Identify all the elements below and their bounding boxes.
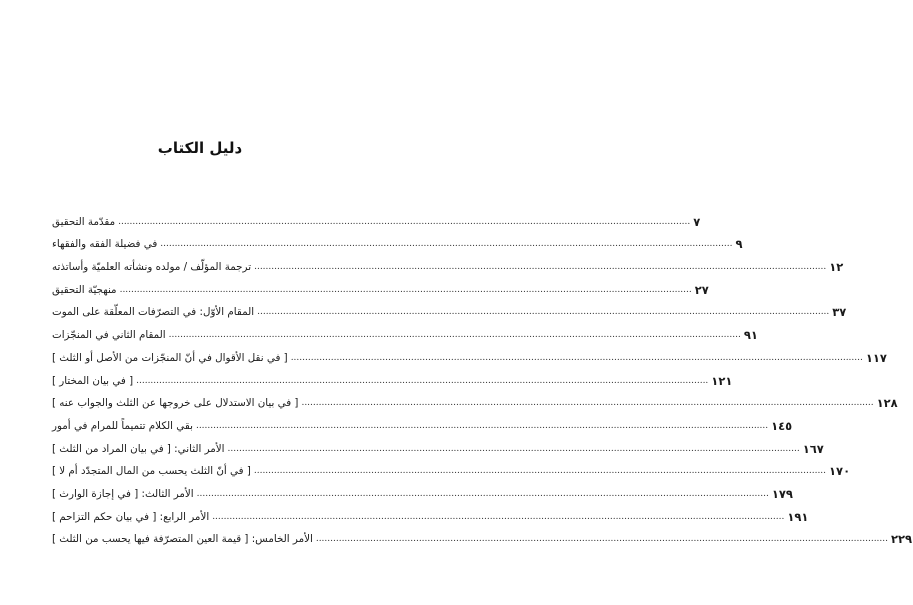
- toc-entry-page-number: ١٧٠: [829, 464, 851, 479]
- toc-entry-title: بقي الكلام تتميماً للمرام في أمور: [52, 419, 193, 432]
- dot-leader: ........................................................................................................................................................................................................: [254, 262, 827, 273]
- table-of-contents: [52, 208, 913, 548]
- toc-entry-title: ترجمة المؤلّف / مولده ونشأته العلميّة وأساتذته: [52, 261, 252, 274]
- toc-entry-title: مقدّمة التحقيق: [52, 215, 116, 228]
- toc-entry-page-number: ٣٧: [832, 305, 847, 320]
- dot-leader: ........................................................................................................................................................................................................: [253, 466, 827, 477]
- toc-entry-page-number: ١٧٩: [771, 486, 793, 501]
- dot-leader: ........................................................................................................................................................................................................: [227, 443, 800, 454]
- toc-entry-title: [ في نقل الأقوال في أنّ المنجّزات من الأصل أو الثلث ]: [52, 351, 288, 364]
- dot-leader: ........................................................................................................................................................................................................: [195, 420, 769, 431]
- toc-entry-page-number: ١٩١: [787, 509, 809, 524]
- toc-entry-title: الأمر الخامس: [ قيمة العين المتصرّفة فيها يحسب من الثلث ]: [52, 533, 313, 546]
- toc-entry-page-number: ٩: [735, 237, 743, 252]
- toc-entry-page-number: ١٢١: [711, 373, 733, 388]
- dot-leader: ........................................................................................................................................................................................................: [290, 352, 863, 363]
- toc-entry: [52, 231, 743, 254]
- toc-entry-title: في فضيلة الفقه والفقهاء: [52, 238, 158, 251]
- toc-entry: [52, 458, 851, 481]
- toc-entry: [52, 390, 898, 413]
- toc-entry-title: الأمر الثاني: [ في بيان المراد من الثلث ]: [52, 442, 225, 455]
- toc-entry-title: المقام الأوّل: في التصرّفات المعلّقة على الموت: [52, 306, 255, 319]
- toc-entry-page-number: ٢٧: [694, 282, 709, 297]
- page-title: دليل الكتاب: [157, 139, 243, 157]
- toc-entry-title: [ في بيان الاستدلال على خروجها عن الثلث والجواب عنه ]: [52, 397, 299, 410]
- toc-entry: [52, 503, 809, 526]
- dot-leader: ........................................................................................................................................................................................................: [196, 488, 769, 499]
- toc-entry: [52, 253, 844, 276]
- toc-entry-page-number: ١٤٥: [771, 418, 793, 433]
- dot-leader: ........................................................................................................................................................................................................: [212, 511, 785, 522]
- toc-entry-title: منهجيّة التحقيق: [52, 283, 117, 296]
- toc-entry-page-number: ٢٢٩: [891, 532, 913, 547]
- toc-entry-page-number: ١٢: [829, 260, 844, 275]
- toc-entry: [52, 321, 758, 344]
- dot-leader: ........................................................................................................................................................................................................: [301, 398, 874, 409]
- toc-entry-title: الأمر الرابع: [ في بيان حكم التزاحم ]: [52, 510, 210, 523]
- dot-leader: ........................................................................................................................................................................................................: [119, 284, 692, 295]
- dot-leader: ........................................................................................................................................................................................................: [315, 534, 888, 545]
- toc-entry: [52, 344, 887, 367]
- toc-entry: [52, 480, 793, 503]
- toc-entry: [52, 208, 701, 231]
- toc-entry-title: الأمر الثالث: [ في إجازة الوارث ]: [52, 487, 194, 500]
- toc-entry-page-number: ١١٧: [865, 350, 887, 365]
- toc-entry-title: [ في بيان المختار ]: [52, 374, 134, 387]
- toc-entry: [52, 299, 847, 322]
- toc-entry: [52, 435, 824, 458]
- toc-entry: [52, 276, 709, 299]
- dot-leader: ........................................................................................................................................................................................................: [118, 216, 691, 227]
- dot-leader: ........................................................................................................................................................................................................: [136, 375, 709, 386]
- dot-leader: ........................................................................................................................................................................................................: [168, 330, 741, 341]
- toc-entry-title: المقام الثاني في المنجّزات: [52, 329, 166, 342]
- toc-entry-title: [ في أنّ الثلث يحسب من المال المتجدّد أم لا ]: [52, 465, 251, 478]
- toc-entry-page-number: ١٢٨: [876, 396, 898, 411]
- toc-entry: [52, 526, 913, 549]
- dot-leader: ........................................................................................................................................................................................................: [160, 239, 733, 250]
- toc-entry: [52, 367, 733, 390]
- toc-entry: [52, 412, 793, 435]
- toc-entry-page-number: ٩١: [743, 328, 758, 343]
- toc-entry-page-number: ١٦٧: [802, 441, 824, 456]
- toc-entry-page-number: ٧: [693, 214, 701, 229]
- dot-leader: ........................................................................................................................................................................................................: [257, 307, 830, 318]
